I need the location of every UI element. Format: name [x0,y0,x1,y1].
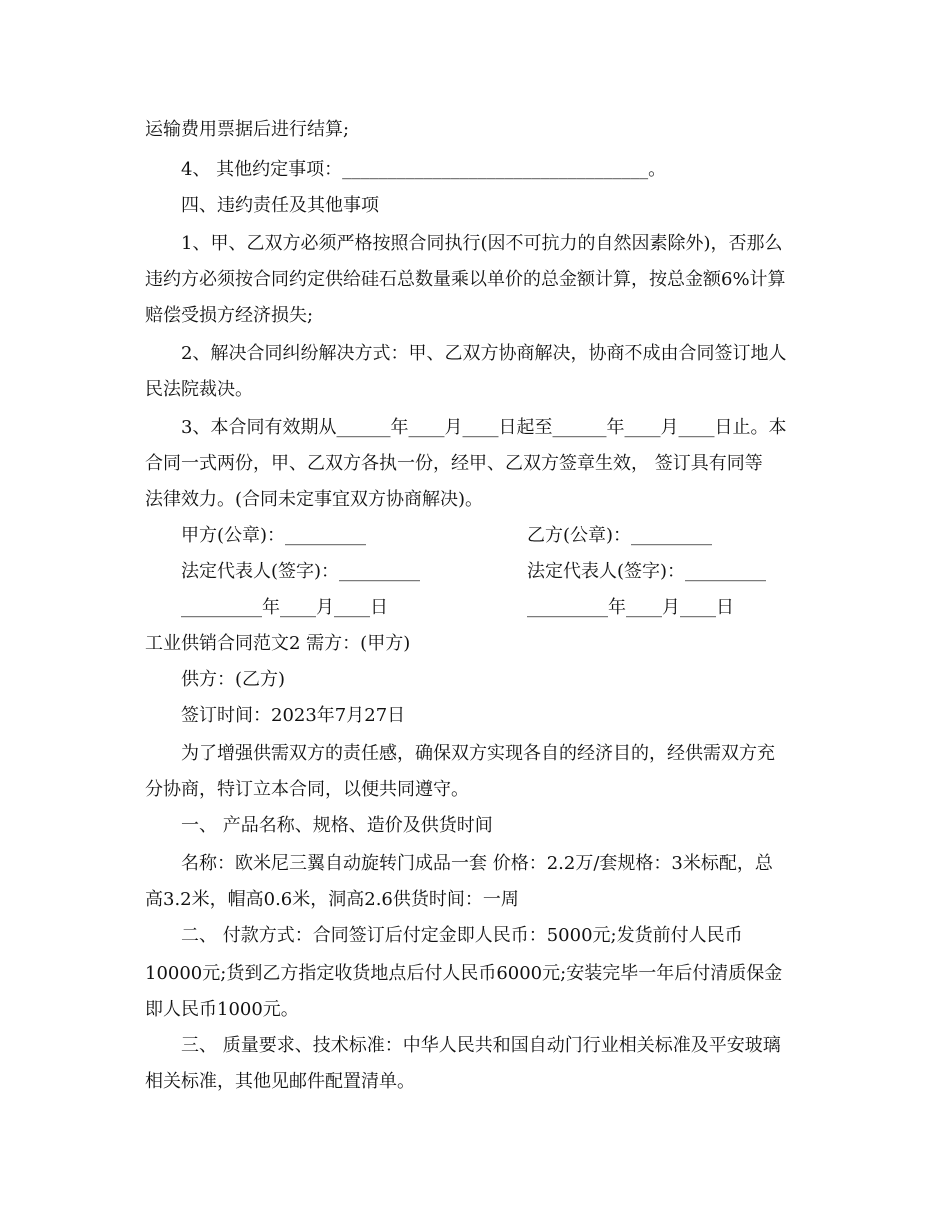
text-line: 3、本合同有效期从______年____月____日起至______年____月____日止。本 [181,417,787,438]
text-line: 1、甲、乙双方必须严格按照合同执行(因不可抗力的自然因素除外)，否那么 [181,233,783,254]
document-title: 工业供销合同范文2 需方：(甲方) [145,633,411,654]
text-line: 赔偿受损方经济损失; [145,305,314,326]
text-line: 4、 其他约定事项：__________________________________。 [181,159,667,180]
signature-row [0,596,950,620]
party-b-date: _________年____月____日 [527,597,734,618]
text-line: 运输费用票据后进行结算; [145,119,350,140]
text-line: 违约方必须按合同约定供给硅石总数量乘以单价的总金额计算，按总金额6%计算 [145,269,786,290]
text-line: 民法院裁决。 [145,379,253,400]
text-line: 法律效力。(合同未定事宜双方协商解决)。 [145,489,484,510]
signature-row [0,560,950,584]
text-line: 即人民币1000元。 [145,999,299,1020]
text-line: 名称：欧米尼三翼自动旋转门成品一套 价格：2.2万/套规格：3米标配，总 [181,853,773,874]
signature-row [0,524,950,548]
section-heading: 一、 产品名称、规格、造价及供货时间 [181,815,493,836]
text-line: 10000元;货到乙方指定收货地点后付人民币6000元;安装完毕一年后付清质保金 [145,963,783,984]
text-line: 分协商，特订立本合同，以便共同遵守。 [145,779,469,800]
section-heading: 二、 付款方式：合同签订后付定金即人民币：5000元;发货前付人民币 [181,925,743,946]
section-heading: 三、 质量要求、技术标准：中华人民共和国自动门行业相关标准及平安玻璃 [181,1035,781,1056]
party-a-date: _________年____月____日 [181,597,388,618]
party-a-seal: 甲方(公章)：_________ [181,525,367,546]
text-line: 签订时间：2023年7月27日 [181,705,406,726]
party-b-seal: 乙方(公章)：_________ [527,525,713,546]
text-line: 高3.2米，帽高0.6米，洞高2.6供货时间：一周 [145,889,519,910]
text-line: 2、解决合同纠纷解决方式：甲、乙双方协商解决，协商不成由合同签订地人 [181,343,787,364]
party-a-representative: 法定代表人(签字)：_________ [181,561,421,582]
text-line: 相关标准，其他见邮件配置清单。 [145,1071,415,1092]
party-b-representative: 法定代表人(签字)：_________ [527,561,767,582]
section-heading: 四、违约责任及其他事项 [181,195,379,216]
text-line: 为了增强供需双方的责任感，确保双方实现各自的经济目的，经供需双方充 [181,743,775,764]
text-line: 合同一式两份，甲、乙双方各执一份，经甲、乙双方签章生效， 签订具有同等 [145,453,763,474]
text-line: 供方：(乙方) [181,669,286,690]
